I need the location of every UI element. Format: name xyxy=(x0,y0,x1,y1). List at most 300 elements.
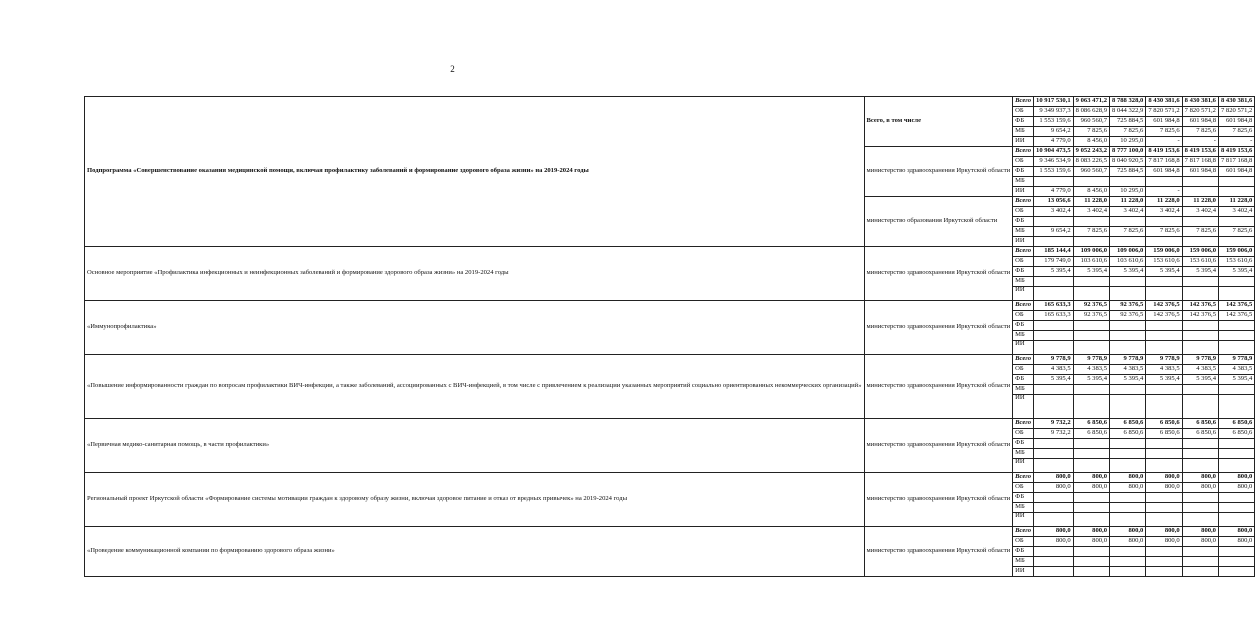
value-cell xyxy=(1182,567,1218,577)
program-name-cell: «Проведение коммуникационной компании по формированию здорового образа жизни» xyxy=(85,527,865,577)
value-cell: 800,0 xyxy=(1073,473,1109,483)
value-cell xyxy=(1146,547,1182,557)
funding-source-cell: Всего xyxy=(1013,147,1034,157)
value-cell xyxy=(1146,177,1182,187)
value-cell: 92 376,5 xyxy=(1110,301,1146,311)
value-cell: 800,0 xyxy=(1218,527,1254,537)
program-name-cell: «Иммунопрофилактика» xyxy=(85,301,865,355)
value-cell: 92 376,5 xyxy=(1110,311,1146,321)
value-cell: 13 056,6 xyxy=(1034,197,1074,207)
value-cell xyxy=(1182,547,1218,557)
value-cell: 7 825,6 xyxy=(1073,227,1109,237)
value-cell xyxy=(1110,557,1146,567)
value-cell: 7 825,6 xyxy=(1146,227,1182,237)
value-cell xyxy=(1034,385,1074,395)
value-cell: 6 850,6 xyxy=(1218,429,1254,439)
value-cell: 4 383,5 xyxy=(1218,365,1254,375)
value-cell xyxy=(1218,439,1254,449)
value-cell xyxy=(1182,177,1218,187)
table-row xyxy=(85,247,1255,257)
value-cell xyxy=(1110,449,1146,459)
value-cell: 800,0 xyxy=(1182,537,1218,547)
value-cell: 7 817 168,8 xyxy=(1182,157,1218,167)
executor-cell: министерство здравоохранения Иркутской области xyxy=(864,147,1013,197)
value-cell: 5 395,4 xyxy=(1110,375,1146,385)
funding-source-cell: ИИ xyxy=(1013,567,1034,577)
executor-cell: министерство образования Иркутской области xyxy=(864,197,1013,247)
value-cell xyxy=(1034,449,1074,459)
value-cell xyxy=(1073,557,1109,567)
value-cell: 960 560,7 xyxy=(1073,167,1109,177)
value-cell: 800,0 xyxy=(1146,527,1182,537)
value-cell: 7 820 571,2 xyxy=(1218,107,1254,117)
value-cell: 9 052 243,2 xyxy=(1073,147,1109,157)
value-cell: 725 884,5 xyxy=(1110,117,1146,127)
funding-source-cell: ОБ xyxy=(1013,365,1034,375)
value-cell: - xyxy=(1182,137,1218,147)
funding-source-cell: ОБ xyxy=(1013,157,1034,167)
value-cell xyxy=(1146,331,1182,341)
value-cell: 4 779,0 xyxy=(1034,187,1074,197)
value-cell: 800,0 xyxy=(1034,527,1074,537)
value-cell: 8 086 628,9 xyxy=(1073,107,1109,117)
value-cell xyxy=(1073,277,1109,287)
value-cell xyxy=(1073,439,1109,449)
value-cell xyxy=(1034,513,1074,527)
value-cell xyxy=(1073,341,1109,355)
value-cell: 800,0 xyxy=(1110,473,1146,483)
funding-source-cell: ФБ xyxy=(1013,321,1034,331)
value-cell: 179 749,0 xyxy=(1034,257,1074,267)
value-cell: 5 395,4 xyxy=(1182,267,1218,277)
funding-source-cell: Всего xyxy=(1013,301,1034,311)
value-cell: 725 884,5 xyxy=(1110,167,1146,177)
value-cell xyxy=(1110,503,1146,513)
value-cell: 960 560,7 xyxy=(1073,117,1109,127)
value-cell: 800,0 xyxy=(1182,527,1218,537)
funding-source-cell: ОБ xyxy=(1013,207,1034,217)
value-cell: 153 610,6 xyxy=(1182,257,1218,267)
value-cell: - xyxy=(1146,187,1182,197)
value-cell xyxy=(1110,459,1146,473)
value-cell xyxy=(1146,493,1182,503)
value-cell xyxy=(1182,341,1218,355)
value-cell xyxy=(1182,557,1218,567)
value-cell: 7 825,6 xyxy=(1110,227,1146,237)
value-cell xyxy=(1218,395,1254,419)
value-cell: 800,0 xyxy=(1110,537,1146,547)
value-cell: 6 850,6 xyxy=(1182,419,1218,429)
value-cell xyxy=(1182,449,1218,459)
value-cell: 6 850,6 xyxy=(1146,419,1182,429)
value-cell xyxy=(1146,449,1182,459)
value-cell: 103 610,6 xyxy=(1110,257,1146,267)
funding-source-cell: ФБ xyxy=(1013,439,1034,449)
value-cell: 11 228,0 xyxy=(1110,197,1146,207)
value-cell xyxy=(1218,321,1254,331)
funding-source-cell: Всего xyxy=(1013,247,1034,257)
value-cell: 8 044 322,9 xyxy=(1110,107,1146,117)
value-cell: 7 825,6 xyxy=(1218,127,1254,137)
value-cell: 800,0 xyxy=(1110,483,1146,493)
value-cell: 11 228,0 xyxy=(1218,197,1254,207)
value-cell xyxy=(1110,177,1146,187)
value-cell xyxy=(1034,277,1074,287)
value-cell: 7 820 571,2 xyxy=(1146,107,1182,117)
value-cell xyxy=(1218,277,1254,287)
value-cell xyxy=(1146,341,1182,355)
value-cell xyxy=(1110,439,1146,449)
value-cell: 5 395,4 xyxy=(1034,267,1074,277)
value-cell xyxy=(1182,187,1218,197)
value-cell xyxy=(1073,237,1109,247)
value-cell: 9 349 937,3 xyxy=(1034,107,1074,117)
value-cell: 601 984,8 xyxy=(1146,117,1182,127)
value-cell xyxy=(1146,385,1182,395)
value-cell: 601 984,8 xyxy=(1218,117,1254,127)
value-cell: 601 984,8 xyxy=(1146,167,1182,177)
value-cell: 4 779,0 xyxy=(1034,137,1074,147)
value-cell: 9 778,9 xyxy=(1034,355,1074,365)
value-cell: 8 419 153,6 xyxy=(1218,147,1254,157)
value-cell: 7 817 168,8 xyxy=(1218,157,1254,167)
value-cell: 109 006,0 xyxy=(1073,247,1109,257)
value-cell: 8 777 100,0 xyxy=(1110,147,1146,157)
funding-source-cell: МБ xyxy=(1013,449,1034,459)
value-cell xyxy=(1073,567,1109,577)
value-cell xyxy=(1034,493,1074,503)
value-cell: 7 825,6 xyxy=(1110,127,1146,137)
funding-source-cell: Всего xyxy=(1013,473,1034,483)
value-cell xyxy=(1110,385,1146,395)
value-cell: 142 376,5 xyxy=(1182,301,1218,311)
funding-source-cell: Всего xyxy=(1013,527,1034,537)
value-cell: 7 825,6 xyxy=(1073,127,1109,137)
value-cell xyxy=(1218,557,1254,567)
value-cell: 142 376,5 xyxy=(1146,301,1182,311)
value-cell xyxy=(1073,395,1109,419)
value-cell xyxy=(1182,321,1218,331)
funding-source-cell: ФБ xyxy=(1013,117,1034,127)
value-cell xyxy=(1146,237,1182,247)
value-cell: 9 778,9 xyxy=(1110,355,1146,365)
value-cell: 3 402,4 xyxy=(1182,207,1218,217)
value-cell xyxy=(1182,217,1218,227)
funding-source-cell: ИИ xyxy=(1013,341,1034,355)
value-cell xyxy=(1146,395,1182,419)
value-cell: 153 610,6 xyxy=(1218,257,1254,267)
value-cell xyxy=(1034,177,1074,187)
budget-table xyxy=(84,96,1255,577)
value-cell: 7 825,6 xyxy=(1182,127,1218,137)
value-cell: 9 778,9 xyxy=(1146,355,1182,365)
value-cell xyxy=(1146,503,1182,513)
value-cell: 9 732,2 xyxy=(1034,419,1074,429)
value-cell: 601 984,8 xyxy=(1218,167,1254,177)
value-cell: 103 610,6 xyxy=(1073,257,1109,267)
value-cell: 5 395,4 xyxy=(1034,375,1074,385)
value-cell: 5 395,4 xyxy=(1146,267,1182,277)
value-cell xyxy=(1182,385,1218,395)
funding-source-cell: МБ xyxy=(1013,127,1034,137)
value-cell: 10 904 473,5 xyxy=(1034,147,1074,157)
value-cell: 8 419 153,6 xyxy=(1182,147,1218,157)
value-cell: 6 850,6 xyxy=(1182,429,1218,439)
value-cell: 800,0 xyxy=(1034,537,1074,547)
value-cell xyxy=(1218,513,1254,527)
value-cell xyxy=(1146,217,1182,227)
value-cell: 8 430 381,6 xyxy=(1182,97,1218,107)
value-cell xyxy=(1073,385,1109,395)
value-cell: 7 825,6 xyxy=(1182,227,1218,237)
value-cell: 6 850,6 xyxy=(1073,419,1109,429)
value-cell: 11 228,0 xyxy=(1146,197,1182,207)
value-cell xyxy=(1110,277,1146,287)
value-cell: 3 402,4 xyxy=(1073,207,1109,217)
value-cell xyxy=(1218,503,1254,513)
executor-cell: министерство здравоохранения Иркутской области xyxy=(864,527,1013,577)
value-cell: - xyxy=(1146,137,1182,147)
value-cell: 3 402,4 xyxy=(1034,207,1074,217)
value-cell: 800,0 xyxy=(1218,537,1254,547)
funding-source-cell: Всего xyxy=(1013,197,1034,207)
funding-source-cell: ИИ xyxy=(1013,187,1034,197)
value-cell: 142 376,5 xyxy=(1146,311,1182,321)
value-cell: 4 383,5 xyxy=(1034,365,1074,375)
value-cell: 800,0 xyxy=(1034,483,1074,493)
value-cell: 4 383,5 xyxy=(1182,365,1218,375)
funding-source-cell: ОБ xyxy=(1013,311,1034,321)
value-cell xyxy=(1110,513,1146,527)
value-cell: 165 633,3 xyxy=(1034,301,1074,311)
value-cell xyxy=(1034,217,1074,227)
value-cell: 165 633,3 xyxy=(1034,311,1074,321)
value-cell: 9 654,2 xyxy=(1034,227,1074,237)
value-cell: 1 553 159,6 xyxy=(1034,117,1074,127)
funding-source-cell: Всего xyxy=(1013,419,1034,429)
funding-source-cell: ФБ xyxy=(1013,547,1034,557)
value-cell: 800,0 xyxy=(1182,473,1218,483)
value-cell xyxy=(1218,177,1254,187)
funding-source-cell: ОБ xyxy=(1013,107,1034,117)
funding-source-cell: ФБ xyxy=(1013,375,1034,385)
funding-source-cell: МБ xyxy=(1013,277,1034,287)
value-cell xyxy=(1182,287,1218,301)
value-cell xyxy=(1073,459,1109,473)
funding-source-cell: ИИ xyxy=(1013,513,1034,527)
value-cell: 5 395,4 xyxy=(1218,267,1254,277)
value-cell xyxy=(1034,439,1074,449)
value-cell: 153 610,6 xyxy=(1146,257,1182,267)
value-cell xyxy=(1218,547,1254,557)
value-cell: 7 825,6 xyxy=(1146,127,1182,137)
value-cell xyxy=(1146,557,1182,567)
executor-cell: министерство здравоохранения Иркутской области xyxy=(864,301,1013,355)
value-cell xyxy=(1110,237,1146,247)
funding-source-cell: ИИ xyxy=(1013,459,1034,473)
value-cell xyxy=(1110,331,1146,341)
funding-source-cell: МБ xyxy=(1013,557,1034,567)
value-cell xyxy=(1034,503,1074,513)
value-cell xyxy=(1073,217,1109,227)
funding-source-cell: МБ xyxy=(1013,227,1034,237)
funding-source-cell: ИИ xyxy=(1013,287,1034,301)
value-cell: 5 395,4 xyxy=(1182,375,1218,385)
table-row xyxy=(85,527,1255,537)
value-cell: 9 654,2 xyxy=(1034,127,1074,137)
funding-source-cell: ОБ xyxy=(1013,429,1034,439)
value-cell: 9 063 471,2 xyxy=(1073,97,1109,107)
value-cell: 5 395,4 xyxy=(1073,267,1109,277)
value-cell: 601 984,8 xyxy=(1182,117,1218,127)
value-cell: 800,0 xyxy=(1146,483,1182,493)
value-cell: 5 395,4 xyxy=(1110,267,1146,277)
value-cell: 159 006,0 xyxy=(1218,247,1254,257)
value-cell: 7 825,6 xyxy=(1218,227,1254,237)
value-cell xyxy=(1110,547,1146,557)
value-cell: 800,0 xyxy=(1218,483,1254,493)
value-cell: 800,0 xyxy=(1182,483,1218,493)
value-cell: 3 402,4 xyxy=(1146,207,1182,217)
value-cell xyxy=(1146,567,1182,577)
value-cell: 8 430 381,6 xyxy=(1146,97,1182,107)
value-cell xyxy=(1073,503,1109,513)
funding-source-cell: МБ xyxy=(1013,177,1034,187)
value-cell xyxy=(1182,459,1218,473)
value-cell xyxy=(1182,395,1218,419)
value-cell xyxy=(1218,287,1254,301)
program-name-cell: Подпрограмма «Совершенствование оказания медицинской помощи, включая профилактику заболеваний и формирование здорового образа жизни» на 2019-2024 годы xyxy=(85,97,865,247)
value-cell: 159 006,0 xyxy=(1182,247,1218,257)
program-name-cell: Региональный проект Иркутской области «Формирование системы мотивации граждан к здоровому образу жизни, включая здоровое питание и отказ от вредных привычек» на 2019-2024 годы xyxy=(85,473,865,527)
value-cell: 10 295,0 xyxy=(1110,137,1146,147)
value-cell xyxy=(1034,321,1074,331)
value-cell xyxy=(1182,493,1218,503)
table-row xyxy=(85,355,1255,365)
table-body xyxy=(85,97,1255,577)
executor-cell: министерство здравоохранения Иркутской области xyxy=(864,355,1013,419)
value-cell xyxy=(1218,217,1254,227)
value-cell: 800,0 xyxy=(1073,527,1109,537)
executor-cell: министерство здравоохранения Иркутской области xyxy=(864,419,1013,473)
value-cell: 6 850,6 xyxy=(1110,429,1146,439)
value-cell: 800,0 xyxy=(1073,483,1109,493)
value-cell: 6 850,6 xyxy=(1110,419,1146,429)
value-cell: 4 383,5 xyxy=(1146,365,1182,375)
value-cell xyxy=(1182,237,1218,247)
value-cell: 9 732,2 xyxy=(1034,429,1074,439)
table-row xyxy=(85,419,1255,429)
value-cell: 5 395,4 xyxy=(1218,375,1254,385)
value-cell: 1 553 159,6 xyxy=(1034,167,1074,177)
value-cell xyxy=(1073,513,1109,527)
value-cell xyxy=(1146,321,1182,331)
value-cell xyxy=(1146,513,1182,527)
value-cell xyxy=(1182,503,1218,513)
value-cell xyxy=(1110,395,1146,419)
value-cell: 109 006,0 xyxy=(1110,247,1146,257)
value-cell: 8 788 328,0 xyxy=(1110,97,1146,107)
value-cell xyxy=(1034,557,1074,567)
value-cell: 800,0 xyxy=(1073,537,1109,547)
value-cell xyxy=(1073,321,1109,331)
funding-source-cell: ИИ xyxy=(1013,137,1034,147)
value-cell: 8 083 226,5 xyxy=(1073,157,1109,167)
value-cell xyxy=(1073,493,1109,503)
value-cell: 8 456,0 xyxy=(1073,137,1109,147)
value-cell xyxy=(1110,321,1146,331)
value-cell xyxy=(1034,459,1074,473)
funding-source-cell: ИИ xyxy=(1013,237,1034,247)
value-cell: 7 817 168,8 xyxy=(1146,157,1182,167)
value-cell: 800,0 xyxy=(1146,537,1182,547)
value-cell: 8 419 153,6 xyxy=(1146,147,1182,157)
value-cell: 3 402,4 xyxy=(1110,207,1146,217)
value-cell: 185 144,4 xyxy=(1034,247,1074,257)
value-cell xyxy=(1034,341,1074,355)
funding-source-cell: ИИ xyxy=(1013,395,1034,419)
value-cell: 11 228,0 xyxy=(1182,197,1218,207)
value-cell: 142 376,5 xyxy=(1218,301,1254,311)
value-cell xyxy=(1110,341,1146,355)
value-cell: 9 778,9 xyxy=(1218,355,1254,365)
table-row xyxy=(85,301,1255,311)
funding-source-cell: ФБ xyxy=(1013,267,1034,277)
value-cell: - xyxy=(1218,137,1254,147)
funding-source-cell: МБ xyxy=(1013,331,1034,341)
value-cell xyxy=(1182,331,1218,341)
value-cell: 142 376,5 xyxy=(1182,311,1218,321)
table-row xyxy=(85,97,1255,107)
funding-source-cell: Всего xyxy=(1013,97,1034,107)
value-cell: 5 395,4 xyxy=(1073,375,1109,385)
value-cell xyxy=(1073,449,1109,459)
value-cell: 11 228,0 xyxy=(1073,197,1109,207)
value-cell xyxy=(1218,331,1254,341)
value-cell: 8 430 381,6 xyxy=(1218,97,1254,107)
value-cell: 9 346 534,9 xyxy=(1034,157,1074,167)
funding-source-cell: ФБ xyxy=(1013,167,1034,177)
value-cell: 800,0 xyxy=(1034,473,1074,483)
funding-source-cell: ОБ xyxy=(1013,257,1034,267)
value-cell xyxy=(1110,217,1146,227)
value-cell xyxy=(1146,287,1182,301)
value-cell: 6 850,6 xyxy=(1146,429,1182,439)
program-name-cell: «Повышение информированности граждан по вопросам профилактики ВИЧ-инфекции, а также заболеваний, ассоциированных с ВИЧ-инфекцией, в том числе с привлечением к реализации указанных мероприятий социально ориентированных некоммерческих организаций» xyxy=(85,355,865,419)
value-cell: 142 376,5 xyxy=(1218,311,1254,321)
value-cell: 800,0 xyxy=(1110,527,1146,537)
value-cell: 800,0 xyxy=(1146,473,1182,483)
value-cell xyxy=(1034,237,1074,247)
funding-source-cell: ФБ xyxy=(1013,493,1034,503)
value-cell: 92 376,5 xyxy=(1073,311,1109,321)
value-cell xyxy=(1146,459,1182,473)
value-cell xyxy=(1034,547,1074,557)
value-cell xyxy=(1218,459,1254,473)
value-cell xyxy=(1182,277,1218,287)
executor-cell: министерство здравоохранения Иркутской области xyxy=(864,473,1013,527)
executor-cell: Всего, в том числе xyxy=(864,97,1013,147)
value-cell: 9 778,9 xyxy=(1182,355,1218,365)
value-cell: 3 402,4 xyxy=(1218,207,1254,217)
value-cell: 4 383,5 xyxy=(1110,365,1146,375)
value-cell xyxy=(1034,287,1074,301)
value-cell: 6 850,6 xyxy=(1218,419,1254,429)
executor-cell: министерство здравоохранения Иркутской области xyxy=(864,247,1013,301)
value-cell xyxy=(1182,439,1218,449)
program-name-cell: «Первичная медико-санитарная помощь, в части профилактики» xyxy=(85,419,865,473)
value-cell xyxy=(1073,547,1109,557)
